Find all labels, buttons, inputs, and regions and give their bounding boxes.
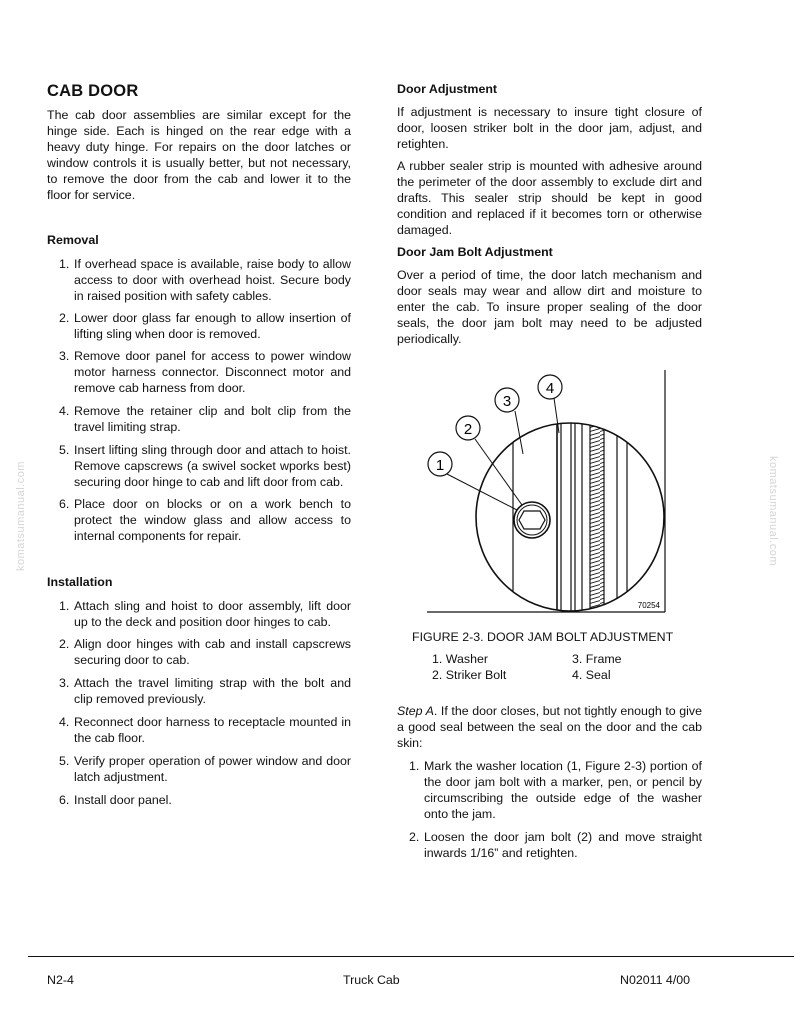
installation-heading: Installation: [47, 575, 113, 589]
item-text: Place door on blocks or on a work bench to protect the window glass and allow access to internal components for repair.: [74, 497, 351, 543]
item-text: Install door panel.: [74, 793, 172, 807]
step-a-label: Step A: [397, 704, 434, 718]
item-number: 6.: [59, 497, 70, 511]
door-jam-bolt-figure: [420, 368, 672, 618]
list-item: [59, 753, 351, 785]
list-item: [59, 496, 351, 544]
legend-item: 4. Seal: [572, 668, 611, 682]
legend-item: 3. Frame: [572, 652, 622, 666]
item-number: 2.: [409, 830, 420, 844]
list-item: [59, 256, 351, 304]
item-text: If overhead space is available, raise body to allow access to door with overhead hoist. Secure body in raised position with safety cables.: [74, 257, 351, 303]
legend-item: 1. Washer: [432, 652, 489, 666]
watermark-right: komatsumanual.com: [767, 456, 779, 566]
item-number: 1.: [59, 257, 70, 271]
removal-heading: Removal: [47, 233, 99, 247]
list-item: [59, 598, 351, 630]
section-title: CAB DOOR: [47, 82, 139, 100]
item-number: 2.: [59, 311, 70, 325]
item-number: 2.: [59, 637, 70, 651]
footer-document-code: N02011 4/00: [620, 973, 691, 987]
item-number: 5.: [59, 754, 70, 768]
figure-caption: FIGURE 2-3. DOOR JAM BOLT ADJUSTMENT: [412, 630, 674, 644]
item-text: Align door hinges with cab and install capscrews securing door to cab.: [74, 637, 351, 667]
detail-circle: [476, 423, 664, 611]
item-text: Lower door glass far enough to allow insertion of lifting sling when door is removed.: [74, 311, 351, 341]
sealer-strip-paragraph: A rubber sealer strip is mounted with adhesive around the perimeter of the door assembly to exclude dirt and drafts. This sealer strip should be kept in good condition and replaced if it becomes torn or otherwise damaged.: [397, 159, 702, 237]
item-text: Attach sling and hoist to door assembly, lift door up to the deck and position door hinges to cab.: [74, 599, 351, 629]
item-text: Loosen the door jam bolt (2) and move straight inwards 1/16” and retighten.: [424, 830, 702, 860]
list-item: [59, 403, 351, 435]
item-number: 1.: [59, 599, 70, 613]
item-text: Mark the washer location (1, Figure 2-3) portion of the door jam bolt with a marker, pen, or pencil by circumscribing the outside edge of the washer onto the jam.: [424, 759, 702, 821]
item-number: 6.: [59, 793, 70, 807]
callout-4: 4: [545, 380, 555, 397]
legend-item: 2. Striker Bolt: [432, 668, 507, 682]
list-item: [59, 714, 351, 746]
door-adjustment-paragraph: If adjustment is necessary to insure tight closure of door, loosen striker bolt in the door jam, adjust, and retighten.: [397, 105, 702, 151]
footer-section-title: Truck Cab: [343, 973, 400, 987]
list-item: [59, 675, 351, 707]
callout-1: 1: [435, 457, 445, 474]
callout-3: 3: [502, 393, 512, 410]
intro-paragraph: The cab door assemblies are similar except for the hinge side. Each is hinged on the rear edge with a heavy duty hinge. For repairs on the door latches or window controls it is usually better, but not necessary, to remove the door from the cab and lower it to the floor for service.: [47, 108, 351, 202]
item-text: Attach the travel limiting strap with the bolt and clip removed previously.: [74, 676, 351, 706]
item-number: 3.: [59, 676, 70, 690]
striker-bolt-head: [519, 511, 545, 529]
list-item: [409, 758, 702, 822]
door-adjustment-heading: Door Adjustment: [397, 82, 498, 96]
footer-rule: [28, 956, 794, 957]
item-text: Reconnect door harness to receptacle mounted in the cab floor.: [74, 715, 351, 745]
item-number: 1.: [409, 759, 420, 773]
callout-2: 2: [463, 421, 473, 438]
list-item: [59, 636, 351, 668]
list-item: [409, 829, 702, 861]
step-a-paragraph: [397, 703, 702, 751]
item-text: Insert lifting sling through door and attach to hoist. Remove capscrews (a swivel socket wporks best) securing door hinge to cab and lift door from cab.: [74, 443, 351, 489]
item-text: Verify proper operation of power window and door latch adjustment.: [74, 754, 351, 784]
list-item: [59, 792, 351, 808]
item-text: Remove the retainer clip and bolt clip from the travel limiting strap.: [74, 404, 351, 434]
jam-bolt-heading: Door Jam Bolt Adjustment: [397, 245, 553, 259]
item-number: 4.: [59, 404, 70, 418]
list-item: [59, 442, 351, 490]
step-a-text: . If the door closes, but not tightly enough to give a good seal between the seal on the door and the cab skin:: [397, 704, 702, 750]
list-item: [59, 348, 351, 396]
item-number: 4.: [59, 715, 70, 729]
footer-page-number: N2-4: [47, 973, 74, 987]
item-number: 3.: [59, 349, 70, 363]
figure-code: 70254: [637, 601, 660, 610]
item-text: Remove door panel for access to power window motor harness connector. Disconnect motor and remove cab harness from door.: [74, 349, 351, 395]
jam-bolt-paragraph: Over a period of time, the door latch mechanism and door seals may wear and allow dirt and moisture to enter the cab. To insure proper sealing of the door seals, the door jam bolt may need to be adjusted periodically.: [397, 268, 702, 346]
item-number: 5.: [59, 443, 70, 457]
watermark-left: komatsumanual.com: [15, 461, 27, 571]
list-item: [59, 310, 351, 342]
